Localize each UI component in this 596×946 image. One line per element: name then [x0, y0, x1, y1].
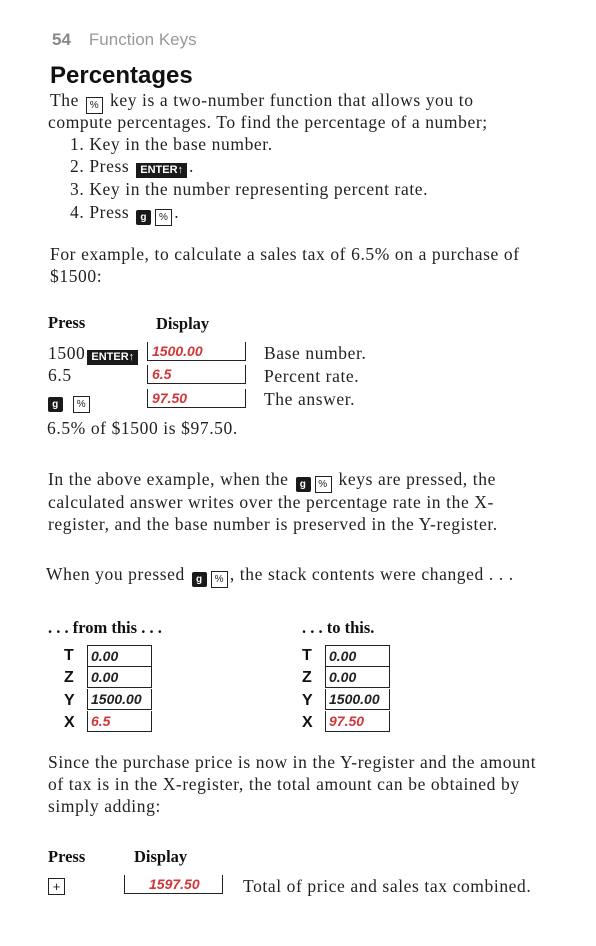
from-register-t [87, 645, 152, 667]
para2-line-1 [48, 469, 496, 493]
display-readout [147, 365, 246, 384]
register-label-z: Z [302, 669, 312, 686]
press-cell [48, 343, 140, 365]
to-label: . . . to this. [302, 618, 375, 637]
press-value: 1500 [48, 343, 86, 363]
comment-cell: Percent rate. [264, 366, 360, 386]
g-key-icon: g [192, 572, 207, 587]
step-suffix: . [189, 156, 195, 176]
display-column-header: Display [134, 847, 188, 866]
register-label-t: T [64, 647, 74, 664]
para-text: In the above example, when the [48, 469, 289, 489]
to-register-x [325, 711, 390, 732]
step-number: 2. [70, 156, 85, 176]
display-value: 1500.00 [152, 343, 203, 359]
register-value: 97.50 [329, 713, 365, 729]
from-label: . . . from this . . . [48, 618, 162, 637]
plus-key-icon: + [48, 878, 65, 895]
register-label-y: Y [302, 692, 313, 709]
press-cell [46, 389, 92, 413]
from-register-y [87, 689, 152, 710]
g-key-icon: g [136, 210, 151, 225]
percent-key-icon: % [73, 396, 90, 413]
to-register-t [325, 645, 390, 667]
percent-key-icon: % [211, 571, 228, 588]
step-text: Press [89, 156, 130, 176]
display-readout [124, 875, 223, 894]
page-title: Percentages [50, 62, 193, 89]
percent-key-icon: % [155, 209, 172, 226]
register-value: 0.00 [91, 648, 119, 664]
enter-key-icon: ENTER↑ [87, 350, 138, 365]
para3-line [46, 564, 514, 588]
percent-key-icon: % [86, 97, 103, 114]
step-1 [70, 134, 273, 155]
percent-key-icon: % [315, 476, 332, 493]
step-4 [70, 202, 179, 226]
register-value: 1500.00 [329, 691, 380, 707]
step-text: Key in the base number. [89, 134, 273, 154]
register-value: 0.00 [329, 648, 357, 664]
register-value: 6.5 [91, 713, 111, 729]
para-text: , the stack contents were changed . . . [229, 564, 514, 584]
step-number: 1. [70, 134, 85, 154]
to-register-z [325, 667, 390, 688]
comment-cell: Total of price and sales tax combined. [243, 876, 532, 896]
from-register-z [87, 667, 152, 688]
comment-cell: The answer. [264, 389, 356, 409]
section-title: Function Keys [88, 30, 197, 49]
intro-text: key is a two-number function that allows you to [109, 90, 474, 110]
enter-key-icon: ENTER↑ [136, 163, 187, 178]
page-number: 54 [52, 30, 71, 49]
press-column-header: Press [48, 847, 86, 866]
para4-line-1: Since the purchase price is now in the Y-register and the amount [48, 752, 537, 772]
example-line-1: For example, to calculate a sales tax of 6.5% on a purchase of [50, 244, 520, 264]
intro-line-1 [50, 90, 474, 114]
display-value: 97.50 [152, 390, 188, 406]
register-value: 0.00 [91, 669, 119, 685]
g-key-icon: g [48, 397, 63, 412]
register-value: 1500.00 [91, 691, 142, 707]
para-text: keys are pressed, the [338, 469, 496, 489]
from-register-x [87, 711, 152, 732]
step-suffix: . [174, 202, 180, 222]
para-text: When you pressed [46, 564, 185, 584]
register-value: 0.00 [329, 669, 357, 685]
display-value: 1597.50 [149, 876, 200, 892]
para2-line-2: calculated answer writes over the percentage rate in the X- [48, 492, 494, 512]
display-readout [147, 389, 246, 408]
step-3 [70, 179, 428, 200]
step-number: 3. [70, 179, 85, 199]
para2-line-3: register, and the base number is preserved in the Y-register. [48, 514, 498, 534]
register-label-x: X [302, 714, 313, 731]
comment-cell: Base number. [264, 343, 367, 363]
register-label-y: Y [64, 692, 75, 709]
to-register-y [325, 689, 390, 710]
example-result: 6.5% of $1500 is $97.50. [47, 418, 238, 438]
para4-line-3: simply adding: [48, 796, 161, 816]
step-number: 4. [70, 202, 85, 222]
g-key-icon: g [296, 477, 311, 492]
register-label-z: Z [64, 669, 74, 686]
para4-line-2: of tax is in the X-register, the total amount can be obtained by [48, 774, 520, 794]
display-readout [147, 342, 246, 361]
display-value: 6.5 [152, 366, 172, 382]
display-column-header: Display [156, 314, 210, 333]
register-label-t: T [302, 647, 312, 664]
example-line-2: $1500: [50, 266, 103, 286]
press-cell [46, 876, 67, 895]
step-text: Press [89, 202, 130, 222]
page-header [52, 30, 197, 50]
press-column-header: Press [48, 313, 86, 332]
step-text: Key in the number representing percent rate. [89, 179, 429, 199]
step-2 [70, 156, 194, 178]
intro-line-2: compute percentages. To find the percentage of a number; [48, 112, 488, 132]
register-label-x: X [64, 714, 75, 731]
intro-text: The [50, 90, 80, 110]
press-cell: 6.5 [48, 365, 72, 385]
